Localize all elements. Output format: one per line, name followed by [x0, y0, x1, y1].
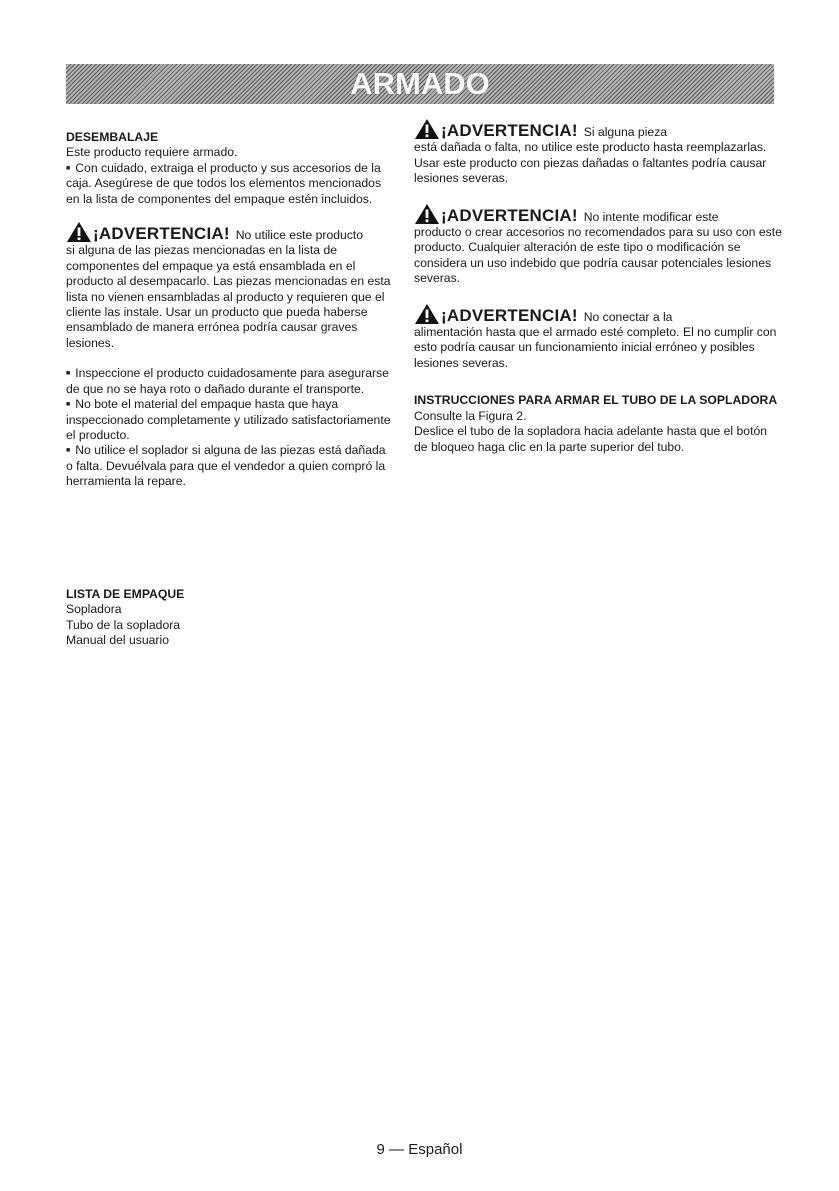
warning-2-lead: Si alguna pieza: [583, 125, 668, 139]
discard-bullet: [66, 397, 392, 443]
warning-4-body: alimentación hasta que el armado esté completo. El no cumplir con esto podría causar un funcionamiento inicial erróneo y posibles lesiones severas.: [414, 325, 777, 370]
tube-heading: INSTRUCCIONES PARA ARMAR EL TUBO DE LA SOPLADORA: [414, 393, 778, 408]
warning-block-1: [66, 221, 392, 351]
warning-triangle-icon: [414, 203, 440, 225]
warning-block-4: [414, 303, 782, 372]
unpack-bullet-text: Con cuidado, extraiga el producto y sus accesorios de la caja. Asegúrese de que todos los elementos mencionados en la lista de componentes del empaque estén incluidos.: [66, 160, 382, 206]
warning-block-3: [414, 203, 782, 287]
damaged-bullet: [66, 443, 392, 489]
warning-1-lead: No utilice este producto: [235, 228, 364, 243]
warning-3-body: producto o crear accesorios no recomendados para su uso con este producto. Cualquier alteración de este tipo o modificación se considera un uso indebido que podría causar potenciales lesiones severas.: [414, 225, 782, 286]
inspect-bullet-text: Inspeccione el producto cuidadosamente para asegurarse de que no se haya roto o dañado durante el transporte.: [66, 366, 389, 396]
warning-2-title: ¡ADVERTENCIA!: [441, 121, 578, 140]
warning-4-head: [414, 303, 782, 325]
discard-bullet-text: No bote el material del empaque hasta que haya inspeccionado completamente y utilizado satisfactoriamente el producto.: [66, 397, 391, 442]
unpack-bullet: [66, 161, 392, 207]
left-column: [66, 130, 392, 490]
packing-item: Sopladora: [66, 602, 122, 617]
packing-heading: LISTA DE EMPAQUE: [66, 587, 185, 601]
unpack-heading: DESEMBALAJE: [66, 130, 159, 144]
warning-3-head: [414, 203, 782, 225]
warning-block-2: [414, 118, 782, 187]
packing-item: Tubo de la sopladora: [66, 617, 181, 632]
packing-list: [66, 587, 392, 649]
right-column: [414, 118, 782, 455]
damaged-bullet-text: No utilice el soplador si alguna de las piezas está dañada o falta. Devuélvala para que el vendedor a quien compró la herramienta la repare.: [66, 443, 386, 489]
packing-item: Manual del usuario: [66, 633, 169, 648]
section-banner: [66, 64, 774, 104]
warning-3-lead: No intente modificar este: [583, 209, 719, 224]
tube-figure-ref: Consulte la Figura 2.: [414, 408, 527, 423]
warning-4-lead: No conectar a la: [583, 309, 673, 324]
warning-triangle-icon: [66, 221, 92, 243]
tube-instructions: Deslice el tubo de la sopladora hacia adelante hasta que el botón de bloqueo haga clic en la parte superior del tubo.: [414, 424, 768, 454]
warning-2-body: está dañada o falta, no utilice este producto hasta reemplazarlas. Usar este producto con piezas dañadas o faltantes podría causar lesiones severas.: [414, 140, 767, 186]
warning-3-title: ¡ADVERTENCIA!: [441, 205, 578, 225]
warning-triangle-icon: [414, 118, 440, 140]
unpack-intro: Este producto requiere armado.: [66, 145, 238, 160]
warning-triangle-icon: [414, 303, 440, 325]
warning-1-head: [66, 221, 392, 243]
warning-1-body: si alguna de las piezas mencionadas en la lista de componentes del empaque ya está ensamblada en el producto al desempacarlo. Las piezas mencionadas en esta lista no vienen ensambladas al producto y requieren que el cliente las instale. Usar un producto que pueda haberse ensamblado de manera errónea podría causar graves lesiones.: [66, 243, 391, 350]
warning-1-title: ¡ADVERTENCIA!: [93, 224, 230, 244]
warning-4-title: ¡ADVERTENCIA!: [441, 305, 578, 325]
page-footer: 9 — Español: [376, 1141, 463, 1158]
warning-2-head: [414, 118, 782, 140]
inspect-bullet: [66, 366, 392, 397]
section-title: ARMADO: [350, 66, 490, 101]
